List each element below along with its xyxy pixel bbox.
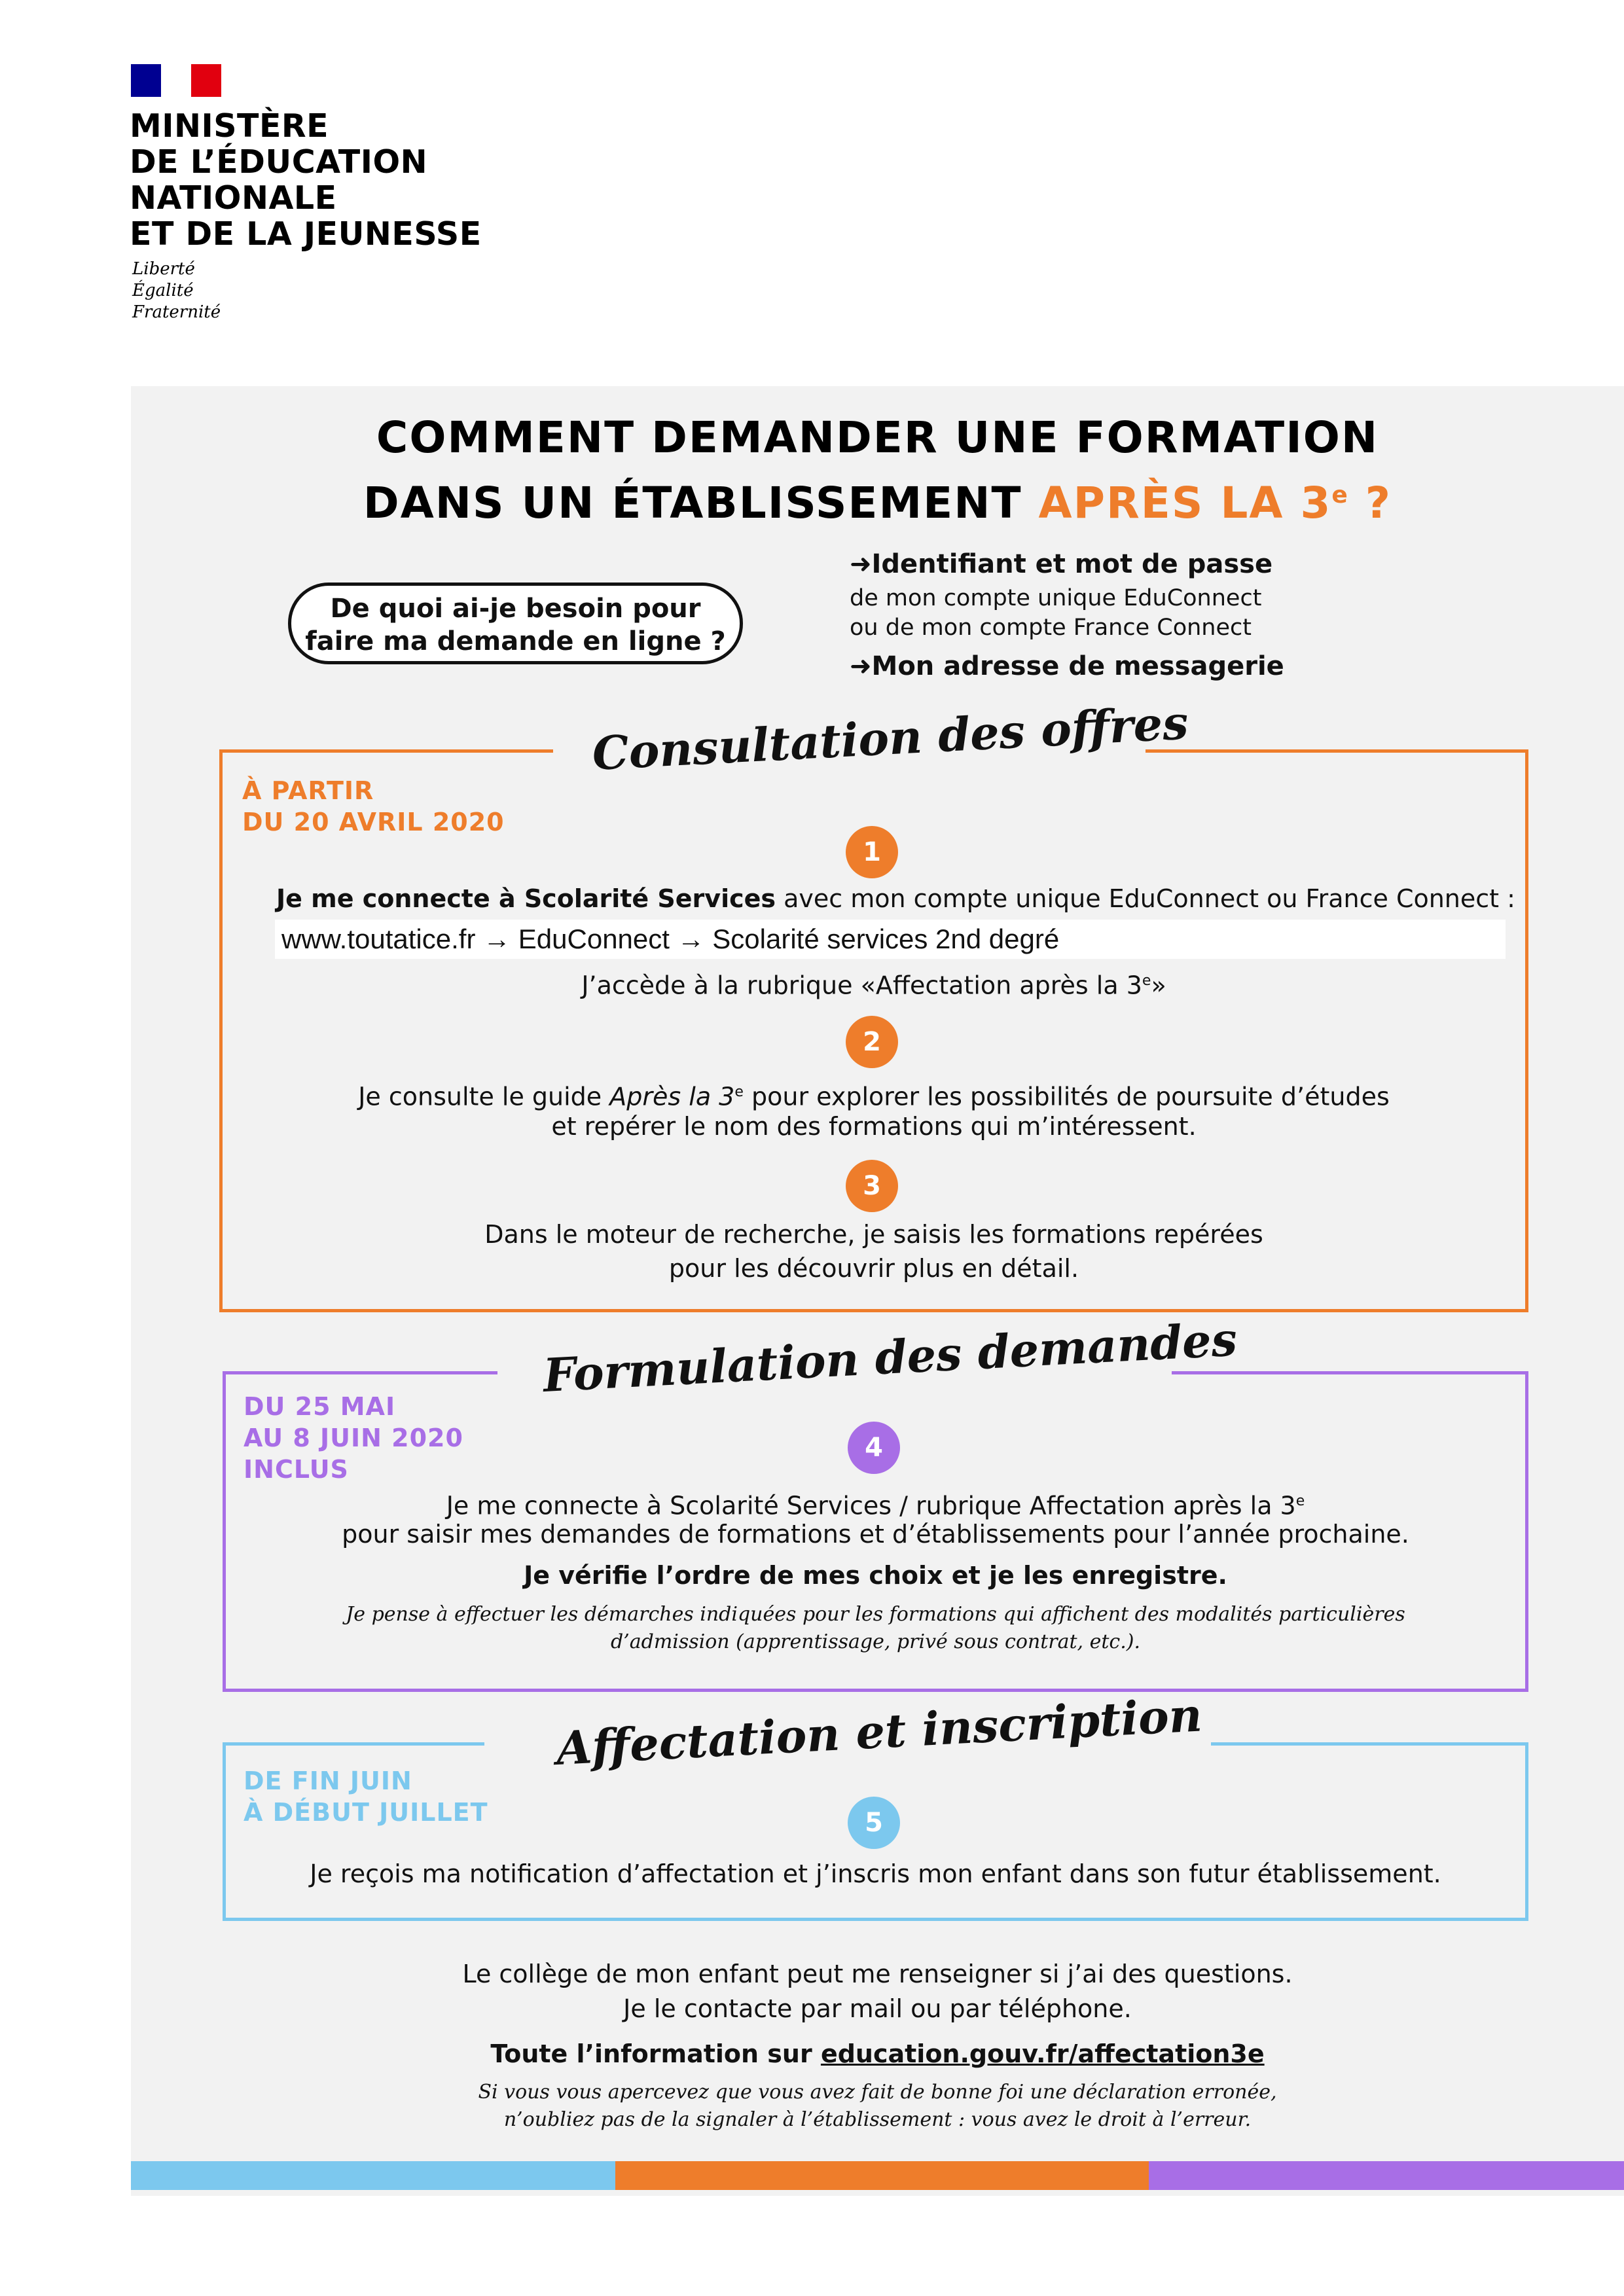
title-line-1: COMMENT DEMANDER UNE FORMATION [376,412,1379,463]
step-2-line-1 [219,1075,1528,1114]
title-highlight: APRÈS LA 3 [1038,478,1332,528]
question-line-2: faire ma demande en ligne ? [305,626,726,656]
step-4-note-2: d’admission (apprentissage, privé sous contrat, etc.). [610,1630,1141,1653]
footer-line-1: Le collège de mon enfant peut me renseigner si j’ai des questions. [462,1960,1293,1988]
footer-line-2: Je le contacte par mail ou par téléphone. [623,1994,1132,2023]
step-1-badge: 1 [846,826,898,878]
motto [132,259,221,323]
ministry-line: DE L’ÉDUCATION [130,143,428,181]
step-3-line-2: pour les découvrir plus en détail. [668,1254,1079,1283]
step-3-badge: 3 [846,1160,898,1212]
question-bubble [288,583,743,664]
step-1-url: www.toutatice.fr → EduConnect → Scolarité services 2nd degré [275,920,1506,959]
date-line: INCLUS [244,1455,349,1484]
footer-note-2: n’oubliez pas de la signaler à l’établissement : vous avez le droit à l’erreur. [503,2108,1252,2131]
step-4-line-1-sup: e [1295,1493,1305,1509]
motto-line: Liberté [132,259,195,279]
date-line: DE FIN JUIN [244,1767,412,1795]
footer-info [131,2037,1624,2071]
info-link[interactable]: education.gouv.fr/affectation3e [820,2039,1265,2068]
title-line-2 [131,467,1624,532]
requirement-credentials-detail-1: de mon compte unique EduConnect [850,585,1262,611]
requirement-credentials: ➜Identifiant et mot de passe [850,549,1273,579]
step-3-line-1: Dans le moteur de recherche, je saisis les formations repérées [484,1220,1263,1249]
motto-line: Égalité [132,281,194,300]
step-4-line-3: Je vérifie l’ordre de mes choix et je les enregistre. [524,1561,1227,1590]
step-4-badge: 4 [848,1422,900,1474]
step-5-badge: 5 [848,1797,900,1849]
footer-bar-blue [131,2161,615,2190]
date-line: AU 8 JUIN 2020 [244,1424,463,1452]
footer-bar-purple [1149,2161,1624,2190]
step-2-b: pour explorer les possibilités de poursuite d’études [743,1082,1390,1111]
motto-line: Fraternité [132,302,221,322]
title-sup: e [1331,482,1349,509]
date-line: À PARTIR [242,776,374,805]
step-2-line-2: et repérer le nom des formations qui m’intéressent. [551,1112,1197,1141]
step-4-note-1: Je pense à effectuer les démarches indiquées pour les formations qui affichent des modalités particulières [346,1603,1405,1626]
step-1-bold: Je me connecte à Scolarité Services [276,884,776,913]
date-line: DU 25 MAI [244,1392,396,1421]
step-1-line-3 [219,964,1528,1003]
title-suffix: ? [1348,478,1392,528]
step-2-sup: e [734,1084,744,1100]
requirement-email: ➜Mon adresse de messagerie [850,651,1284,681]
footer-note-1: Si vous vous apercevez que vous avez fait de bonne foi une déclaration erronée, [478,2081,1277,2104]
step-1-rest: avec mon compte unique EduConnect ou France Connect : [776,884,1515,913]
step-4-line-2: pour saisir mes demandes de formations et d’établissements pour l’année prochaine. [342,1520,1409,1549]
page-title [131,409,1624,532]
step-1-line-3-sup: e [1142,973,1151,989]
section-heading-formulation: Formulation des demandes [541,1312,1238,1403]
title-line-2-prefix: DANS UN ÉTABLISSEMENT [363,478,1039,528]
ministry-line: ET DE LA JEUNESSE [130,215,482,253]
step-1-line-3-a: J’accède à la rubrique «Affectation après la 3 [581,971,1142,1000]
footer-info-prefix: Toute l’information sur [490,2039,821,2068]
ministry-line: NATIONALE [130,179,337,217]
step-4-line-1-a: Je me connecte à Scolarité Services / rubrique Affectation après la 3 [446,1491,1296,1520]
date-line: À DÉBUT JUILLET [244,1798,488,1827]
step-2-badge: 2 [846,1016,898,1068]
section-heading-consultation: Consultation des offres [590,695,1190,781]
step-5-text: Je reçois ma notification d’affectation et j’inscris mon enfant dans son futur établissement. [310,1859,1441,1888]
question-line-1: De quoi ai-je besoin pour [330,594,701,624]
section-heading-affectation: Affectation et inscription [554,1687,1204,1776]
ministry-name [130,108,482,252]
republic-flag-logo [131,64,221,97]
step-2-a: Je consulte le guide [358,1082,610,1111]
step-1-text [276,882,1515,916]
date-line: DU 20 AVRIL 2020 [242,808,505,836]
footer-bar-orange [615,2161,1149,2190]
requirement-credentials-detail-2: ou de mon compte France Connect [850,615,1252,641]
step-1-line-3-b: » [1151,971,1166,1000]
ministry-line: MINISTÈRE [130,107,329,145]
step-2-guide-title: Après la 3 [609,1082,735,1111]
